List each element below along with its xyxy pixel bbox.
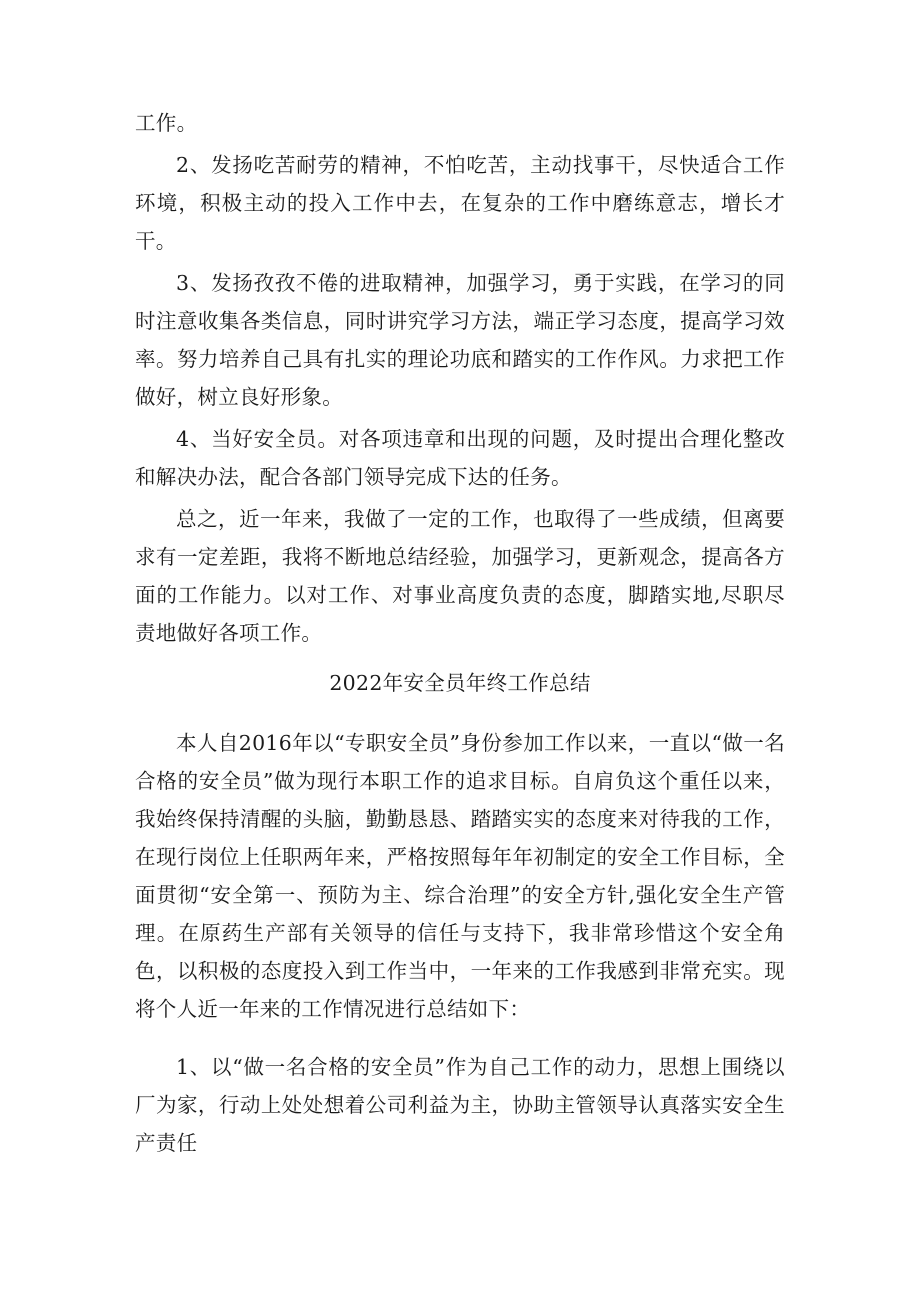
paragraph-continuation: 工作。	[135, 111, 198, 135]
paragraph-item-3: 3、发扬孜孜不倦的进取精神，加强学习，勇于实践，在学习的同时注意收集各类信息，同时讲究学习方法，端正学习态度，提高学习效率。努力培养自己具有扎实的理论功底和踏实的工作作风。力求把工作做好，树立良好形象。	[135, 271, 785, 409]
paragraph-intro: 本人自2016年以“专职安全员”身份参加工作以来，一直以“做一名合格的安全员”做为现行本职工作的追求目标。自肩负这个重任以来，我始终保持清醒的头脑，勤勤恳恳、踏踏实实的态度来对待我的工作，在现行岗位上任职两年来，严格按照每年年初制定的安全工作目标，全面贯彻“安全第一、预防为主、综合治理”的安全方针,强化安全生产管理。在原药生产部有关领导的信任与支持下，我非常珍惜这个安全角色，以积极的态度投入到工作当中，一年来的工作我感到非常充实。现将个人近一年来的工作情况进行总结如下：	[135, 731, 785, 1021]
document-body	[135, 104, 785, 1162]
section-title: 2022年安全员年终工作总结	[329, 671, 591, 695]
paragraph-conclusion: 总之，近一年来，我做了一定的工作，也取得了一些成绩，但离要求有一定差距，我将不断地总结经验，加强学习，更新观念，提高各方面的工作能力。以对工作、对事业高度负责的态度，脚踏实地,尽职尽责地做好各项工作。	[135, 507, 785, 645]
paragraph-item-2: 2、发扬吃苦耐劳的精神，不怕吃苦，主动找事干，尽快适合工作环境，积极主动的投入工作中去，在复杂的工作中磨练意志，增长才干。	[135, 153, 785, 253]
paragraph-item-4: 4、当好安全员。对各项违章和出现的问题，及时提出合理化整改和解决办法，配合各部门领导完成下达的任务。	[135, 427, 785, 489]
paragraph-item-1: 1、以“做一名合格的安全员”作为自己工作的动力，思想上围绕以厂为家，行动上处处想着公司利益为主，协助主管领导认真落实安全生产责任	[135, 1055, 785, 1155]
